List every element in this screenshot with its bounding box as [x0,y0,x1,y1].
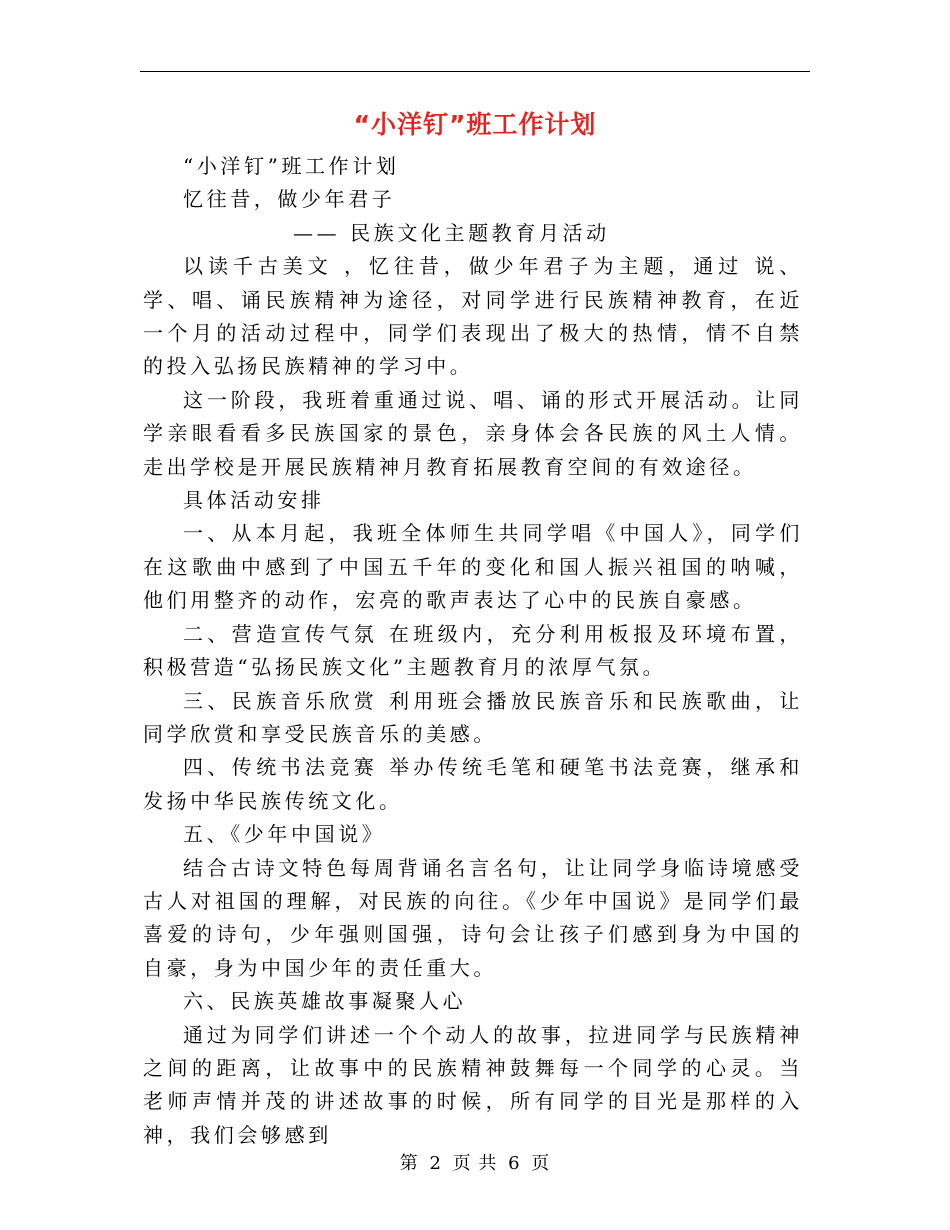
footer-middle: 页 共 [452,1153,498,1174]
document-title: “小洋钉”班工作计划 [353,110,597,139]
paragraph-theme: 忆往昔，做少年君子 [183,187,396,212]
paragraph-item-5-heading: 五、《少年中国说》 [183,822,386,847]
paragraph-activity-name: —— 民族文化主题教育月活动 [293,220,610,245]
footer-page-number: 2 [429,1153,442,1174]
paragraph-item-3: 三、民族音乐欣赏 利用班会播放民族音乐和民族歌曲，让同学欣赏和享受民族音乐的美感。 [143,688,803,746]
footer-suffix: 页 [531,1153,551,1174]
paragraph-intro: 以读千古美文 ，忆往昔，做少年君子为主题，通过 说、学、唱、诵民族精神为途径，对同学进行民族精神教育，在近一个月的活动过程中，同学们表现出了极大的热情，情不自禁的投入弘扬民族精神的学习中。 [143,254,803,379]
paragraph-item-4: 四、传统书法竞赛 举办传统毛笔和硬笔书法竞赛，继承和发扬中华民族传统文化。 [143,755,803,813]
footer-prefix: 第 [399,1153,419,1174]
paragraph-item-1: 一、从本月起，我班全体师生共同学唱《中国人》，同学们在这歌曲中感到了中国五千年的变化和国人振兴祖国的呐喊，他们用整齐的动作，宏亮的歌声表达了心中的民族自豪感。 [143,521,803,613]
paragraph-arrangement-heading: 具体活动安排 [183,488,325,513]
paragraph-item-5-body: 结合古诗文特色每周背诵名言名句，让让同学身临诗境感受古人对祖国的理解，对民族的向往。《少年中国说》是同学们最喜爱的诗句，少年强则国强，诗句会让孩子们感到身为中国的自豪，身为中国少年的责任重大。 [143,855,803,980]
paragraph-item-6-body: 通过为同学们讲述一个个动人的故事，拉进同学与民族精神之间的距离，让故事中的民族精神鼓舞每一个同学的心灵。当老师声情并茂的讲述故事的时候，所有同学的目光是那样的入神，我们会够感到 [143,1022,803,1147]
document-body [143,150,803,1152]
page-footer [140,1152,810,1176]
paragraph-item-6-heading: 六、民族英雄故事凝聚人心 [183,989,467,1014]
paragraph-stage: 这一阶段，我班着重通过说、唱、诵的形式开展活动。让同学亲眼看看多民族国家的景色，亲身体会各民族的风土人情。走出学校是开展民族精神月教育拓展教育空间的有效途径。 [143,387,803,479]
paragraph-item-2: 二、营造宣传气氛 在班级内，充分利用板报及环境布置，积极营造“弘扬民族文化”主题教育月的浓厚气氛。 [143,621,803,680]
footer-total-pages: 6 [508,1153,521,1174]
paragraph-subtitle: “小洋钉”班工作计划 [183,154,400,178]
header-rule [140,71,810,72]
